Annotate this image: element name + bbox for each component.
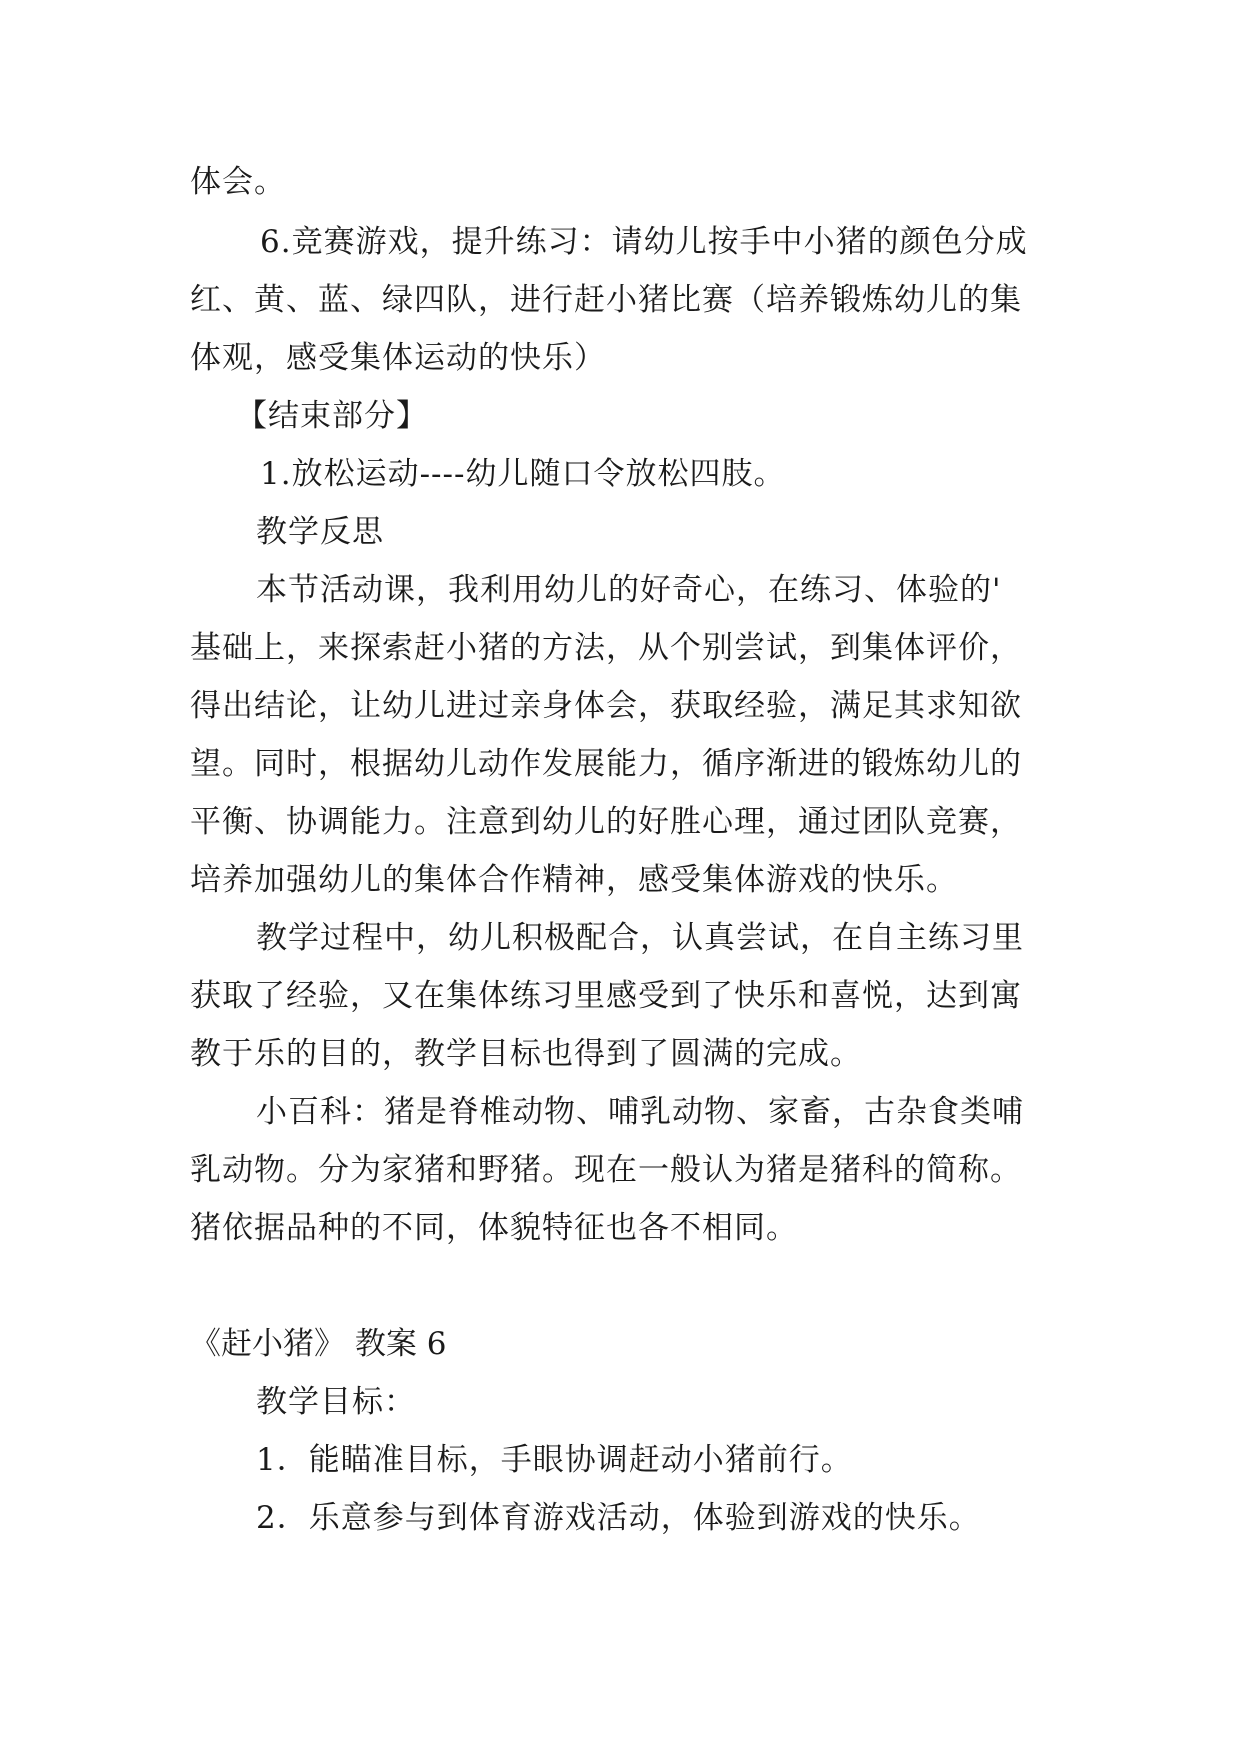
section-heading: 【结束部分】 — [236, 398, 428, 434]
paragraph-line: 望。同时，根据幼儿动作发展能力，循序渐进的锻炼幼儿的 — [190, 746, 1022, 782]
paragraph-line: 小百科：猪是脊椎动物、哺乳动物、家畜，古杂食类哺 — [256, 1094, 1024, 1130]
paragraph-line: 6.竞赛游戏，提升练习：请幼儿按手中小猪的颜色分成 — [260, 224, 1028, 260]
goals-heading: 教学目标： — [256, 1384, 416, 1420]
section-title: 《赶小猪》 教案 6 — [190, 1326, 447, 1362]
paragraph-line: 培养加强幼儿的集体合作精神，感受集体游戏的快乐。 — [190, 862, 958, 898]
paragraph-line: 乳动物。分为家猪和野猪。现在一般认为猪是猪科的简称。 — [190, 1152, 1022, 1188]
paragraph-line: 教学过程中，幼儿积极配合，认真尝试，在自主练习里 — [256, 920, 1024, 956]
paragraph-line: 体观，感受集体运动的快乐） — [190, 340, 606, 376]
paragraph-line: 基础上，来探索赶小猪的方法，从个别尝试，到集体评价， — [190, 630, 1022, 666]
goal-item: 1．能瞄准目标，手眼协调赶动小猪前行。 — [256, 1442, 853, 1478]
paragraph-line: 获取了经验，又在集体练习里感受到了快乐和喜悦，达到寓 — [190, 978, 1022, 1014]
paragraph-line: 1.放松运动----幼儿随口令放松四肢。 — [260, 456, 786, 492]
paragraph-line: 得出结论，让幼儿进过亲身体会，获取经验，满足其求知欲 — [190, 688, 1022, 724]
paragraph-line: 猪依据品种的不同，体貌特征也各不相同。 — [190, 1210, 798, 1246]
paragraph-line: 教于乐的目的，教学目标也得到了圆满的完成。 — [190, 1036, 862, 1072]
section-heading: 教学反思 — [256, 514, 384, 550]
paragraph-line: 体会。 — [190, 164, 286, 200]
goal-item: 2．乐意参与到体育游戏活动，体验到游戏的快乐。 — [256, 1500, 981, 1536]
paragraph-line: 本节活动课，我利用幼儿的好奇心，在练习、体验的' — [256, 572, 1002, 608]
paragraph-line: 红、黄、蓝、绿四队，进行赶小猪比赛（培养锻炼幼儿的集 — [190, 282, 1022, 318]
paragraph-line: 平衡、协调能力。注意到幼儿的好胜心理，通过团队竞赛， — [190, 804, 1022, 840]
